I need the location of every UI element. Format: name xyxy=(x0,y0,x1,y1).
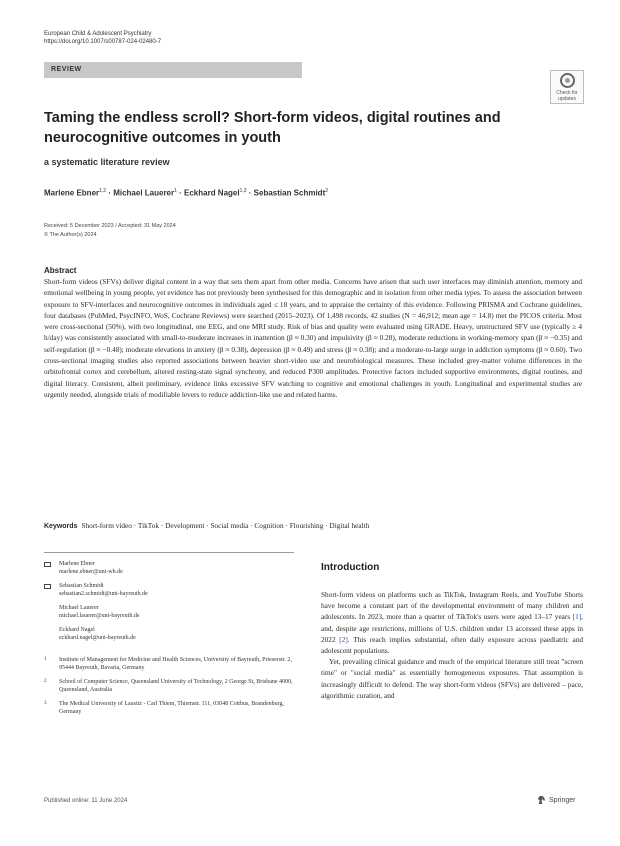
copyright: © The Author(s) 2024 xyxy=(44,232,97,238)
keywords xyxy=(44,521,369,530)
article-subtitle: a systematic literature review xyxy=(44,157,170,167)
divider xyxy=(44,552,294,553)
journal-name: European Child & Adolescent Psychiatry xyxy=(44,31,152,37)
citation-link[interactable]: [2] xyxy=(339,634,348,644)
contact-email[interactable]: marlene.ebner@uni-wh.de xyxy=(59,569,123,575)
article-title: Taming the endless scroll? Short-form videos, digital routines and neurocognitive outcomes in youth xyxy=(44,110,501,146)
envelope-icon xyxy=(44,562,51,567)
article-type-bar xyxy=(44,62,302,78)
abstract-text: Short-form videos (SFVs) deliver digital content in a way that sets them apart from other media. Concerns have arisen that such user interfaces may diminish attention, memory and emotional wellbeing in young people, yet evidence has not previously been synthesised for this demographic and in isolation from other media types. To assess the association between exposure to SFV-interfaces and neurocognitive outcomes in individuals aged ≤ 18 years, and to appraise the certainty of this evidence. Following PRISMA and Cochrane guidelines, four databases (PubMed, PsycINFO, WoS, Cochrane Reviews) were searched (2015–2023). Of 1,498 records, 42 studies (N = 46,912; mean age = 14.8) met the PICOS criteria. Most were cross-sectional (50%), with two longitudinal, one EEG, and one MRI study. Risk of bias and quality were evaluated using GRADE. Heavy, unstructured SFV use (typically ≥ 4 h/day) was consistently associated with small-to-moderate increases in inattention (β ≈ 0.30) and impulsivity (β ≈ 0.28), moderate reductions in working-memory span (β ≈ −0.35) and self-regulation (β ≈ −0.48); moderate elevations in anxiety (β ≈ 0.38), depression (β ≈ 0.49) and stress (β ≈ 0.38); and a moderate-to-large surge in addiction symptoms (β ≈ 0.60). Two cross-sectional imaging studies also reported associations between heavier short-video use and neurobiological measures. These included grey-matter volume differences in the orbitofrontal cortex and cerebellum, altered resting-state signal synchrony, and reduced P300 amplitudes. Protective factors included supportive environments, digital routines, and digital literacy. Consistent, albeit preliminary, evidence links excessive SFV watching to cognitive and emotional challenges in youth. Longitudinal and experimental studies are urgently needed, alongside trials of modifiable levers to reduce addiction-like use and related harms. xyxy=(44,277,582,399)
publisher-logo xyxy=(537,795,575,805)
affiliation-item: 3 The Medical University of Lausitz - Carl Thiem, Thiemstr. 111, 03048 Cottbus, Brandenburg, Germany xyxy=(44,701,285,715)
check-updates-badge[interactable]: Check for updates xyxy=(550,70,584,104)
abstract-heading: Abstract xyxy=(44,266,77,275)
contact-email[interactable]: eckhard.nagel@uni-bayreuth.de xyxy=(59,635,136,641)
contact-email[interactable]: michael.lauerer@uni-bayreuth.de xyxy=(59,613,140,619)
contact-item: Sebastian Schmidt sebastian2.schmidt@uni-bayreuth.de xyxy=(44,582,294,598)
published-date: Published online: 11 June 2024 xyxy=(44,798,128,804)
publisher-name: Springer xyxy=(549,796,576,804)
journal-doi[interactable]: https://doi.org/10.1007/s00787-024-02480-7 xyxy=(44,39,162,45)
introduction-heading: Introduction xyxy=(321,562,380,573)
contact-item: Marlene Ebner marlene.ebner@uni-wh.de xyxy=(44,560,294,576)
author-info-column xyxy=(44,560,294,722)
intro-paragraph: Yet, prevailing clinical guidance and much of the empirical literature still treat "screen time" or "social media" as essentially homogeneous exposures. That assumption is increasingly difficult to defend. The way short-form videos (SFVs) are delivered – pace, algorithmic curation, and xyxy=(321,657,583,700)
contact-item: Michael Lauerer michael.lauerer@uni-bayreuth.de xyxy=(59,605,140,619)
crossmark-icon xyxy=(560,73,575,88)
received-accepted: Received: 5 December 2023 / Accepted: 31 May 2024 xyxy=(44,223,176,229)
springer-horse-icon xyxy=(537,795,546,805)
contact-item: Eckhard Nagel eckhard.nagel@uni-bayreuth.de xyxy=(59,627,136,641)
intro-paragraph: Short-form videos on platforms such as TikTok, Instagram Reels, and YouTube Shorts have become a constant part of the developmental environment of many children and adolescents. In 2023, more than a quarter of TikTok's users were aged 13–17 years [1], and, despite age restrictions, millions of U.S. children under 13 accessed these apps in 2022 [2]. This reach implies substantial, often daily exposure across paediatric and adolescent populations. xyxy=(321,590,583,656)
article-type-label: REVIEW xyxy=(51,66,82,73)
author-name[interactable]: Eckhard Nagel xyxy=(184,188,240,198)
keywords-label: Keywords xyxy=(44,523,78,530)
journal-header xyxy=(44,30,161,46)
affiliation-item: 2 School of Computer Science, Queensland University of Technology, 2 George St, Brisbane 4000, Queensland, Australia xyxy=(44,679,293,693)
author-list: Marlene Ebner$^{1,2}$ · Michael Lauerer$^1$ · Eckhard Nagel$^{1,3}$ · Sebastian Schmidt$^2$ xyxy=(44,188,329,198)
author-name[interactable]: Sebastian Schmidt xyxy=(253,188,326,198)
author-name[interactable]: Marlene Ebner xyxy=(44,188,100,198)
envelope-icon xyxy=(44,584,51,589)
article-dates xyxy=(44,222,176,240)
author-name[interactable]: Michael Lauerer xyxy=(113,188,175,198)
keywords-list: Short-form video · TikTok · Development · Social media · Cognition · Flourishing · Digital health xyxy=(81,521,370,530)
citation-link[interactable]: [1] xyxy=(572,612,582,622)
introduction-text xyxy=(321,589,583,701)
affiliation-item: 1 Institute of Management for Medicine and Health Sciences, University of Bayreuth, Prieserstr. 2, 95444 Bayreuth, Bavaria, Germany xyxy=(44,657,292,671)
contact-email[interactable]: sebastian2.schmidt@uni-bayreuth.de xyxy=(59,591,148,597)
